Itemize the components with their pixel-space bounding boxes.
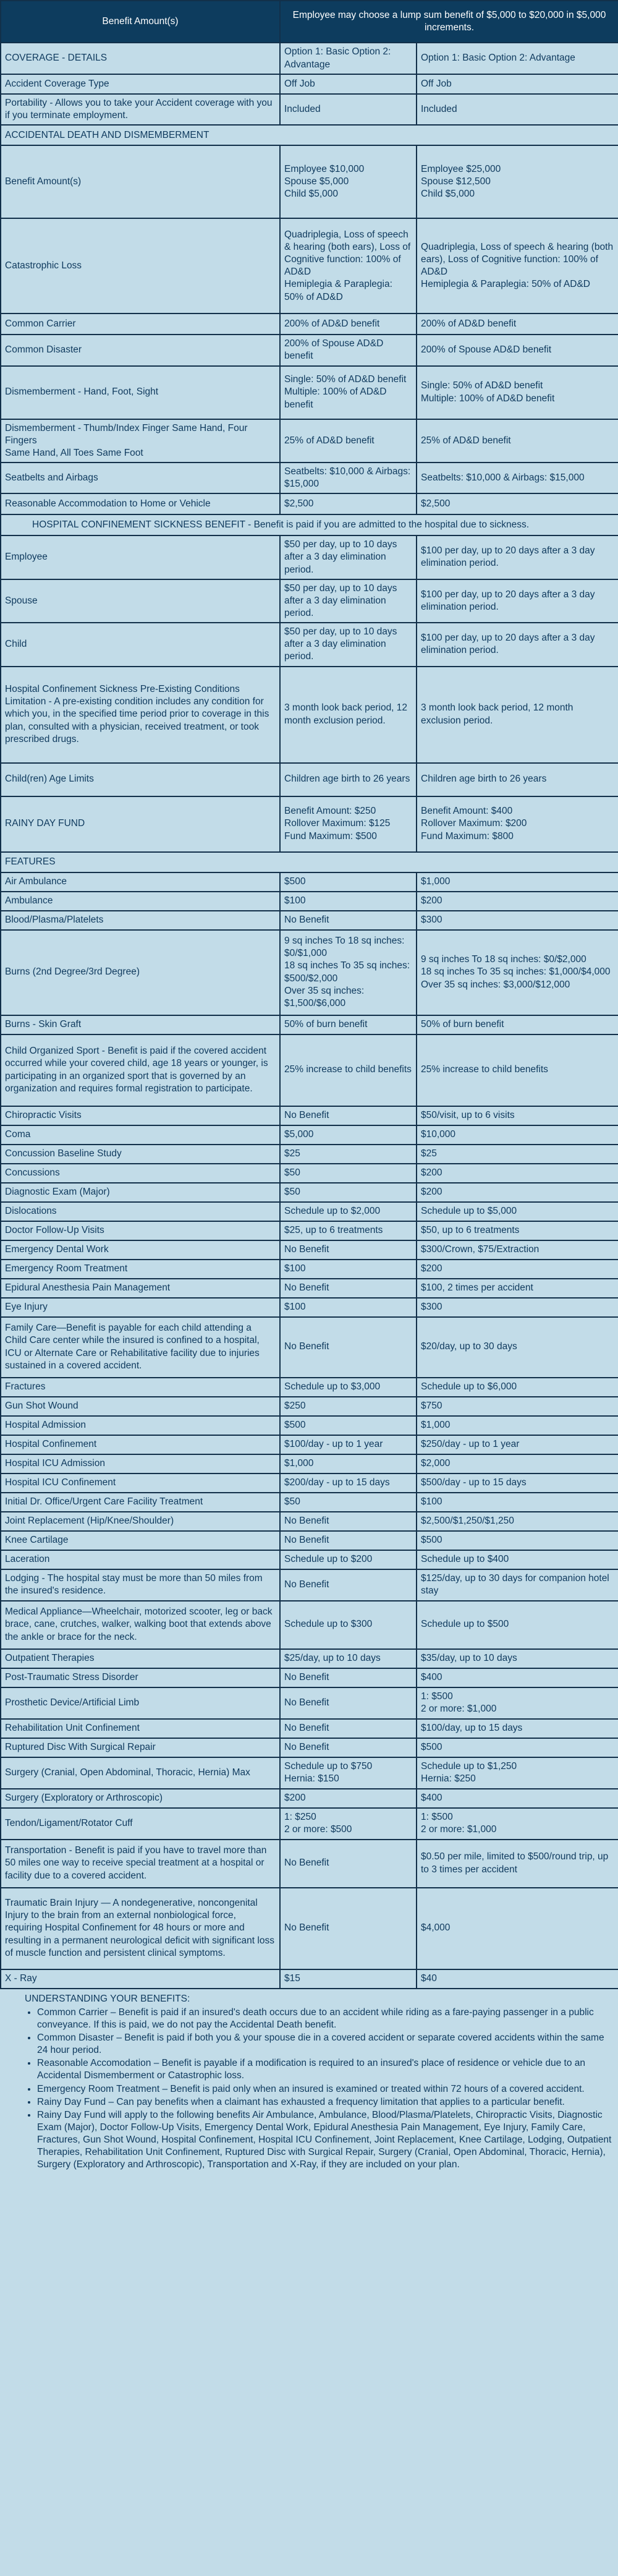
option-1-value: Employee $10,000 Spouse $5,000 Child $5,000 [280, 145, 417, 218]
table-row-lodging-the-hospital-stay-must-be-more-t [1, 1569, 618, 1601]
row-label: Dismemberment - Hand, Foot, Sight [1, 366, 280, 419]
option-2-value: Children age birth to 26 years [417, 763, 618, 796]
option-2-value: Schedule up to $1,250 Hernia: $250 [417, 1757, 618, 1789]
row-label: Outpatient Therapies [1, 1649, 280, 1668]
row-label: Benefit Amount(s) [1, 145, 280, 218]
table-row-tendon-ligament-rotator-cuff [1, 1808, 618, 1840]
option-1-value: 3 month look back period, 12 month exclusion period. [280, 667, 417, 763]
option-1-value: 50% of burn benefit [280, 1015, 417, 1034]
table-row-common-disaster [1, 335, 618, 365]
option-1-value: No Benefit [280, 1512, 417, 1531]
table-row-hospital-admission [1, 1416, 618, 1435]
option-2-value: Seatbelts: $10,000 & Airbags: $15,000 [417, 463, 618, 493]
option-1-value: No Benefit [280, 1569, 417, 1601]
table-row-concussions [1, 1164, 618, 1183]
table-row-eye-injury [1, 1298, 618, 1317]
row-label: Lodging - The hospital stay must be more than 50 miles from the insured's residence. [1, 1569, 280, 1601]
option-1-value: $25 [280, 1145, 417, 1164]
table-row-chiropractic-visits [1, 1106, 618, 1125]
note-item: • Reasonable Accomodation – Benefit is payable if a modification is required to an insured's place of residence or vehicle due to an Accidental Dismemberment or Catastrophic loss. [37, 2057, 612, 2082]
option-2-value: 1: $500 2 or more: $1,000 [417, 1808, 618, 1840]
option-2-value: Schedule up to $5,000 [417, 1202, 618, 1221]
option-2-value: $100, 2 times per accident [417, 1279, 618, 1298]
table-row-x-ray [1, 1969, 618, 1989]
table-row-emergency-room-treatment [1, 1260, 618, 1279]
table-row-dismemberment-thumb-index-finger-same-ha [1, 419, 618, 463]
option-1-value: Benefit Amount: $250 Rollover Maximum: $125 Fund Maximum: $500 [280, 796, 417, 852]
table-row-air-ambulance [1, 872, 618, 892]
table-row-transportation-benefit-is-paid-if-you-ha [1, 1840, 618, 1888]
row-label: Air Ambulance [1, 872, 280, 892]
note-item: • Rainy Day Fund – Can pay benefits when a claimant has exhausted a frequency limitation that applies to a particular benefit. [37, 2096, 612, 2109]
option-1-value: $200 [280, 1789, 417, 1808]
option-1-value: No Benefit [280, 1888, 417, 1969]
option-1-value: $100 [280, 1298, 417, 1317]
option-2-value: $500 [417, 1738, 618, 1757]
row-label: Employee [1, 535, 280, 579]
option-2-value: $400 [417, 1789, 618, 1808]
option-1-value: No Benefit [280, 1317, 417, 1378]
option-2-value: Schedule up to $6,000 [417, 1378, 618, 1397]
table-row-ruptured-disc-with-surgical-repair [1, 1738, 618, 1757]
section-row [1, 125, 618, 145]
row-label: Initial Dr. Office/Urgent Care Facility Treatment [1, 1493, 280, 1512]
row-label: Seatbelts and Airbags [1, 463, 280, 493]
option-2-value: $500 [417, 1531, 618, 1550]
option-2-value: $200 [417, 1164, 618, 1183]
option-2-value: $500/day - up to 15 days [417, 1474, 618, 1493]
table-row-prosthetic-device-artificial-limb [1, 1687, 618, 1719]
option-1-value: 25% increase to child benefits [280, 1034, 417, 1106]
option-2-value: Schedule up to $500 [417, 1601, 618, 1649]
table-row-epidural-anesthesia-pain-management [1, 1279, 618, 1298]
row-label: RAINY DAY FUND [1, 796, 280, 852]
row-label: Fractures [1, 1378, 280, 1397]
table-row-hospital-confinement-sickness-pre-existi [1, 667, 618, 763]
table-row-doctor-follow-up-visits [1, 1221, 618, 1240]
table-row-gun-shot-wound [1, 1397, 618, 1416]
option-2-value: Single: 50% of AD&D benefit Multiple: 100% of AD&D benefit [417, 366, 618, 419]
option-1-value: $500 [280, 872, 417, 892]
header-benefit-text: Employee may choose a lump sum benefit of $5,000 to $20,000 in $5,000 increments. [280, 1, 618, 43]
table-row-catastrophic-loss [1, 218, 618, 313]
table-row-laceration [1, 1550, 618, 1569]
table-row-joint-replacement-hip-knee-shoulder [1, 1512, 618, 1531]
option-2-value: 25% increase to child benefits [417, 1034, 618, 1106]
option-2-value: $200 [417, 892, 618, 911]
table-body [1, 43, 618, 1989]
row-label: Burns - Skin Graft [1, 1015, 280, 1034]
row-label: X - Ray [1, 1969, 280, 1989]
option-2-value: $20/day, up to 30 days [417, 1317, 618, 1378]
option-1-value: Off Job [280, 74, 417, 94]
option-1-value: $200/day - up to 15 days [280, 1474, 417, 1493]
option-1-value: Option 1: Basic Option 2: Advantage [280, 43, 417, 74]
row-label: Accident Coverage Type [1, 74, 280, 94]
table-row-emergency-dental-work [1, 1240, 618, 1260]
option-2-value: $400 [417, 1668, 618, 1687]
row-label: Burns (2nd Degree/3rd Degree) [1, 930, 280, 1015]
row-label: Joint Replacement (Hip/Knee/Shoulder) [1, 1512, 280, 1531]
option-1-value: No Benefit [280, 1840, 417, 1888]
row-label: Reasonable Accommodation to Home or Vehicle [1, 493, 280, 514]
notes-list [6, 2007, 612, 2172]
option-2-value: 25% of AD&D benefit [417, 419, 618, 463]
option-2-value: $100 per day, up to 20 days after a 3 day elimination period. [417, 535, 618, 579]
row-label: Knee Cartilage [1, 1531, 280, 1550]
table-row-spouse [1, 579, 618, 623]
option-1-value: 25% of AD&D benefit [280, 419, 417, 463]
option-1-value: Schedule up to $2,000 [280, 1202, 417, 1221]
table-row-family-care-benefit-is-payable-for-each- [1, 1317, 618, 1378]
row-label: Medical Appliance—Wheelchair, motorized scooter, leg or back brace, cane, crutches, walker, walking boot that extends above the ankle or brace for the neck. [1, 1601, 280, 1649]
option-1-value: $250 [280, 1397, 417, 1416]
option-2-value: $50, up to 6 treatments [417, 1221, 618, 1240]
row-label: Child(ren) Age Limits [1, 763, 280, 796]
row-label: Tendon/Ligament/Rotator Cuff [1, 1808, 280, 1840]
option-1-value: $100/day - up to 1 year [280, 1435, 417, 1454]
option-1-value: $25/day, up to 10 days [280, 1649, 417, 1668]
table-row-diagnostic-exam-major [1, 1183, 618, 1202]
table-row-initial-dr-office-urgent-care-facility-t [1, 1493, 618, 1512]
table-row-fractures [1, 1378, 618, 1397]
option-2-value: $100/day, up to 15 days [417, 1719, 618, 1738]
option-2-value: $25 [417, 1145, 618, 1164]
option-2-value: $40 [417, 1969, 618, 1989]
table-row-concussion-baseline-study [1, 1145, 618, 1164]
option-1-value: 200% of AD&D benefit [280, 313, 417, 335]
table-row-child-organized-sport-benefit-is-paid-if [1, 1034, 618, 1106]
row-label: Family Care—Benefit is payable for each child attending a Child Care center while the insured is confined to a hospital, ICU or Alternate Care or Rehabilitative facility due to injuries sustained in a covered accident. [1, 1317, 280, 1378]
header-benefit-label: Benefit Amount(s) [1, 1, 280, 43]
row-label: Hospital Confinement Sickness Pre-Existing Conditions Limitation - A pre-existing condition includes any condition for which you, in the specified time period prior to coverage in this plan, consulted with a physician, received treatment, or took prescribed drugs. [1, 667, 280, 763]
option-1-value: $100 [280, 892, 417, 911]
option-2-value: $100 [417, 1493, 618, 1512]
option-1-value: Seatbelts: $10,000 & Airbags: $15,000 [280, 463, 417, 493]
table-row-employee [1, 535, 618, 579]
table-row-dismemberment-hand-foot-sight [1, 366, 618, 419]
table-row-surgery-cranial-open-abdominal-thoracic- [1, 1757, 618, 1789]
row-label: Dislocations [1, 1202, 280, 1221]
row-label: Epidural Anesthesia Pain Management [1, 1279, 280, 1298]
option-1-value: $50 [280, 1493, 417, 1512]
table-row-child [1, 623, 618, 666]
table-row-common-carrier [1, 313, 618, 335]
option-2-value: $0.50 per mile, limited to $500/round trip, up to 3 times per accident [417, 1840, 618, 1888]
option-1-value: $2,500 [280, 493, 417, 514]
header-row [1, 1, 618, 43]
table-row-rehabilitation-unit-confinement [1, 1719, 618, 1738]
option-1-value: Schedule up to $300 [280, 1601, 417, 1649]
option-1-value: No Benefit [280, 1106, 417, 1125]
note-item: • Emergency Room Treatment – Benefit is paid only when an insured is examined or treated within 72 hours of a covered accident. [37, 2083, 612, 2096]
option-1-value: 200% of Spouse AD&D benefit [280, 335, 417, 365]
table-row-traumatic-brain-injury-a-nondegenerative [1, 1888, 618, 1969]
option-2-value: $300 [417, 1298, 618, 1317]
table-row-dislocations [1, 1202, 618, 1221]
option-1-value: 9 sq inches To 18 sq inches: $0/$1,000 18 sq inches To 35 sq inches: $500/$2,000 Over 35 sq inches: $1,500/$6,000 [280, 930, 417, 1015]
table-row-benefit-amount-s [1, 145, 618, 218]
option-2-value: 200% of AD&D benefit [417, 313, 618, 335]
option-1-value: No Benefit [280, 1738, 417, 1757]
option-1-value: $15 [280, 1969, 417, 1989]
option-1-value: $25, up to 6 treatments [280, 1221, 417, 1240]
option-1-value: Schedule up to $200 [280, 1550, 417, 1569]
option-2-value: $1,000 [417, 1416, 618, 1435]
row-label: Blood/Plasma/Platelets [1, 911, 280, 930]
option-2-value: $4,000 [417, 1888, 618, 1969]
row-label: Hospital Admission [1, 1416, 280, 1435]
option-1-value: $50 [280, 1183, 417, 1202]
option-1-value: $500 [280, 1416, 417, 1435]
table-row-outpatient-therapies [1, 1649, 618, 1668]
row-label: Emergency Dental Work [1, 1240, 280, 1260]
option-2-value: $10,000 [417, 1125, 618, 1145]
option-1-value: No Benefit [280, 1719, 417, 1738]
option-1-value: No Benefit [280, 1279, 417, 1298]
option-1-value: No Benefit [280, 1531, 417, 1550]
row-label: Dismemberment - Thumb/Index Finger Same Hand, Four Fingers Same Hand, All Toes Same Foot [1, 419, 280, 463]
row-label: Portability - Allows you to take your Accident coverage with you if you terminate employment. [1, 94, 280, 125]
note-item: • Rainy Day Fund will apply to the following benefits Air Ambulance, Ambulance, Blood/Plasma/Platelets, Chiropractic Visits, Diagnostic Exam (Major), Doctor Follow-Up Visits, Emergency Dental Work, Epidural Anesthesia Pain Management, Eye Injury, Family Care, Fractures, Gun Shot Wound, Hospital Confinement, Hospital ICU Confinement, Joint Replacement, Knee Cartilage, Lodging, Outpatient Therapies, Rehabilitation Unit Confinement, Ruptured Disc with Surgical Repair, Surgery (Cranial, Open Abdominal, Thoracic, Hernia), Surgery (Exploratory and Arthroscopic), Transportation and X-Ray, if they are included on your plan. [37, 2109, 612, 2172]
row-label: Common Carrier [1, 313, 280, 335]
option-1-value: 1: $250 2 or more: $500 [280, 1808, 417, 1840]
option-2-value: Option 1: Basic Option 2: Advantage [417, 43, 618, 74]
option-2-value: $50/visit, up to 6 visits [417, 1106, 618, 1125]
table-row-accident-coverage-type [1, 74, 618, 94]
option-2-value: $750 [417, 1397, 618, 1416]
table-row-burns-2nd-degree-3rd-degree [1, 930, 618, 1015]
option-2-value: 9 sq inches To 18 sq inches: $0/$2,000 18 sq inches To 35 sq inches: $1,000/$4,000 Over 35 sq inches: $3,000/$12,000 [417, 930, 618, 1015]
table-row-hospital-icu-admission [1, 1454, 618, 1474]
table-row-medical-appliance-wheelchair-motorized-s [1, 1601, 618, 1649]
table-row-hospital-icu-confinement [1, 1474, 618, 1493]
option-2-value: 200% of Spouse AD&D benefit [417, 335, 618, 365]
option-2-value: Included [417, 94, 618, 125]
row-label: Prosthetic Device/Artificial Limb [1, 1687, 280, 1719]
option-1-value: $50 [280, 1164, 417, 1183]
option-1-value: $5,000 [280, 1125, 417, 1145]
option-2-value: 50% of burn benefit [417, 1015, 618, 1034]
section-heading: HOSPITAL CONFINEMENT SICKNESS BENEFIT - Benefit is paid if you are admitted to the hospital due to sickness. [1, 514, 618, 535]
table-row-surgery-exploratory-or-arthroscopic [1, 1789, 618, 1808]
row-label: Spouse [1, 579, 280, 623]
option-2-value: $35/day, up to 10 days [417, 1649, 618, 1668]
row-label: Surgery (Cranial, Open Abdominal, Thoracic, Hernia) Max [1, 1757, 280, 1789]
option-1-value: Schedule up to $3,000 [280, 1378, 417, 1397]
section-heading: FEATURES [1, 852, 618, 872]
option-1-value: $50 per day, up to 10 days after a 3 day elimination period. [280, 579, 417, 623]
option-2-value: 3 month look back period, 12 month exclusion period. [417, 667, 618, 763]
option-1-value: No Benefit [280, 1240, 417, 1260]
option-2-value: $2,000 [417, 1454, 618, 1474]
row-label: Child Organized Sport - Benefit is paid if the covered accident occurred while your covered child, age 18 years or younger, is participating in an organized sport that is governed by an organization and requires formal registration to participate. [1, 1034, 280, 1106]
option-2-value: $300/Crown, $75/Extraction [417, 1240, 618, 1260]
option-2-value: Off Job [417, 74, 618, 94]
option-1-value: $1,000 [280, 1454, 417, 1474]
table-row-coverage-details [1, 43, 618, 74]
row-label: Hospital Confinement [1, 1435, 280, 1454]
row-label: Emergency Room Treatment [1, 1260, 280, 1279]
row-label: Hospital ICU Confinement [1, 1474, 280, 1493]
option-2-value: $300 [417, 911, 618, 930]
benefit-notes [0, 1989, 618, 2177]
row-label: Chiropractic Visits [1, 1106, 280, 1125]
option-2-value: Employee $25,000 Spouse $12,500 Child $5,000 [417, 145, 618, 218]
row-label: Catastrophic Loss [1, 218, 280, 313]
table-row-rainy-day-fund [1, 796, 618, 852]
option-2-value: $100 per day, up to 20 days after a 3 day elimination period. [417, 623, 618, 666]
table-row-knee-cartilage [1, 1531, 618, 1550]
option-2-value: 1: $500 2 or more: $1,000 [417, 1687, 618, 1719]
section-row [1, 852, 618, 872]
option-1-value: $50 per day, up to 10 days after a 3 day elimination period. [280, 535, 417, 579]
option-1-value: Children age birth to 26 years [280, 763, 417, 796]
section-row [1, 514, 618, 535]
row-label: Gun Shot Wound [1, 1397, 280, 1416]
option-1-value: No Benefit [280, 911, 417, 930]
option-2-value: $2,500/$1,250/$1,250 [417, 1512, 618, 1531]
row-label: COVERAGE - DETAILS [1, 43, 280, 74]
row-label: Child [1, 623, 280, 666]
row-label: Ambulance [1, 892, 280, 911]
row-label: Eye Injury [1, 1298, 280, 1317]
row-label: Rehabilitation Unit Confinement [1, 1719, 280, 1738]
option-1-value: No Benefit [280, 1687, 417, 1719]
option-2-value: $200 [417, 1260, 618, 1279]
option-2-value: Schedule up to $400 [417, 1550, 618, 1569]
option-1-value: Included [280, 94, 417, 125]
row-label: Doctor Follow-Up Visits [1, 1221, 280, 1240]
table-row-seatbelts-and-airbags [1, 463, 618, 493]
table-row-portability-allows-you-to-take-your-acci [1, 94, 618, 125]
option-2-value: $100 per day, up to 20 days after a 3 day elimination period. [417, 579, 618, 623]
row-label: Hospital ICU Admission [1, 1454, 280, 1474]
option-1-value: Schedule up to $750 Hernia: $150 [280, 1757, 417, 1789]
option-2-value: $1,000 [417, 872, 618, 892]
option-1-value: Single: 50% of AD&D benefit Multiple: 100% of AD&D benefit [280, 366, 417, 419]
row-label: Diagnostic Exam (Major) [1, 1183, 280, 1202]
table-row-post-traumatic-stress-disorder [1, 1668, 618, 1687]
section-heading: ACCIDENTAL DEATH AND DISMEMBERMENT [1, 125, 618, 145]
option-2-value: $2,500 [417, 493, 618, 514]
table-row-reasonable-accommodation-to-home-or-vehi [1, 493, 618, 514]
row-label: Common Disaster [1, 335, 280, 365]
option-1-value: No Benefit [280, 1668, 417, 1687]
table-row-coma [1, 1125, 618, 1145]
note-item: • Common Carrier – Benefit is paid if an insured's death occurs due to an accident while riding as a fare-paying passenger in a public conveyance. If this is paid, we do not pay the Accidental Death benefit. [37, 2007, 612, 2031]
option-2-value: Quadriplegia, Loss of speech & hearing (both ears), Loss of Cognitive function: 100% of AD&D Hemiplegia & Paraplegia: 50% of AD&D [417, 218, 618, 313]
option-2-value: $200 [417, 1183, 618, 1202]
table-row-burns-skin-graft [1, 1015, 618, 1034]
row-label: Concussions [1, 1164, 280, 1183]
table-row-blood-plasma-platelets [1, 911, 618, 930]
option-2-value: Benefit Amount: $400 Rollover Maximum: $200 Fund Maximum: $800 [417, 796, 618, 852]
table-row-child-ren-age-limits [1, 763, 618, 796]
row-label: Coma [1, 1125, 280, 1145]
notes-title: UNDERSTANDING YOUR BENEFITS: [25, 1993, 190, 2004]
table-row-ambulance [1, 892, 618, 911]
option-1-value: Quadriplegia, Loss of speech & hearing (both ears), Loss of Cognitive function: 100% of AD&D Hemiplegia & Paraplegia: 50% of AD&D [280, 218, 417, 313]
table-row-hospital-confinement [1, 1435, 618, 1454]
option-1-value: $50 per day, up to 10 days after a 3 day elimination period. [280, 623, 417, 666]
row-label: Surgery (Exploratory or Arthroscopic) [1, 1789, 280, 1808]
row-label: Transportation - Benefit is paid if you have to travel more than 50 miles one way to receive special treatment at a hospital or facility due to a covered accident. [1, 1840, 280, 1888]
row-label: Traumatic Brain Injury — A nondegenerative, noncongenital Injury to the brain from an external nonbiological force, requiring Hospital Confinement for 48 hours or more and resulting in a permanent neurological deficit with significant loss of muscle function and persistent clinical symptoms. [1, 1888, 280, 1969]
option-1-value: $100 [280, 1260, 417, 1279]
note-item: • Common Disaster – Benefit is paid if both you & your spouse die in a covered accident or separate covered accidents within the same 24 hour period. [37, 2032, 612, 2057]
option-2-value: $125/day, up to 30 days for companion hotel stay [417, 1569, 618, 1601]
row-label: Ruptured Disc With Surgical Repair [1, 1738, 280, 1757]
option-2-value: $250/day - up to 1 year [417, 1435, 618, 1454]
row-label: Post-Traumatic Stress Disorder [1, 1668, 280, 1687]
row-label: Concussion Baseline Study [1, 1145, 280, 1164]
row-label: Laceration [1, 1550, 280, 1569]
